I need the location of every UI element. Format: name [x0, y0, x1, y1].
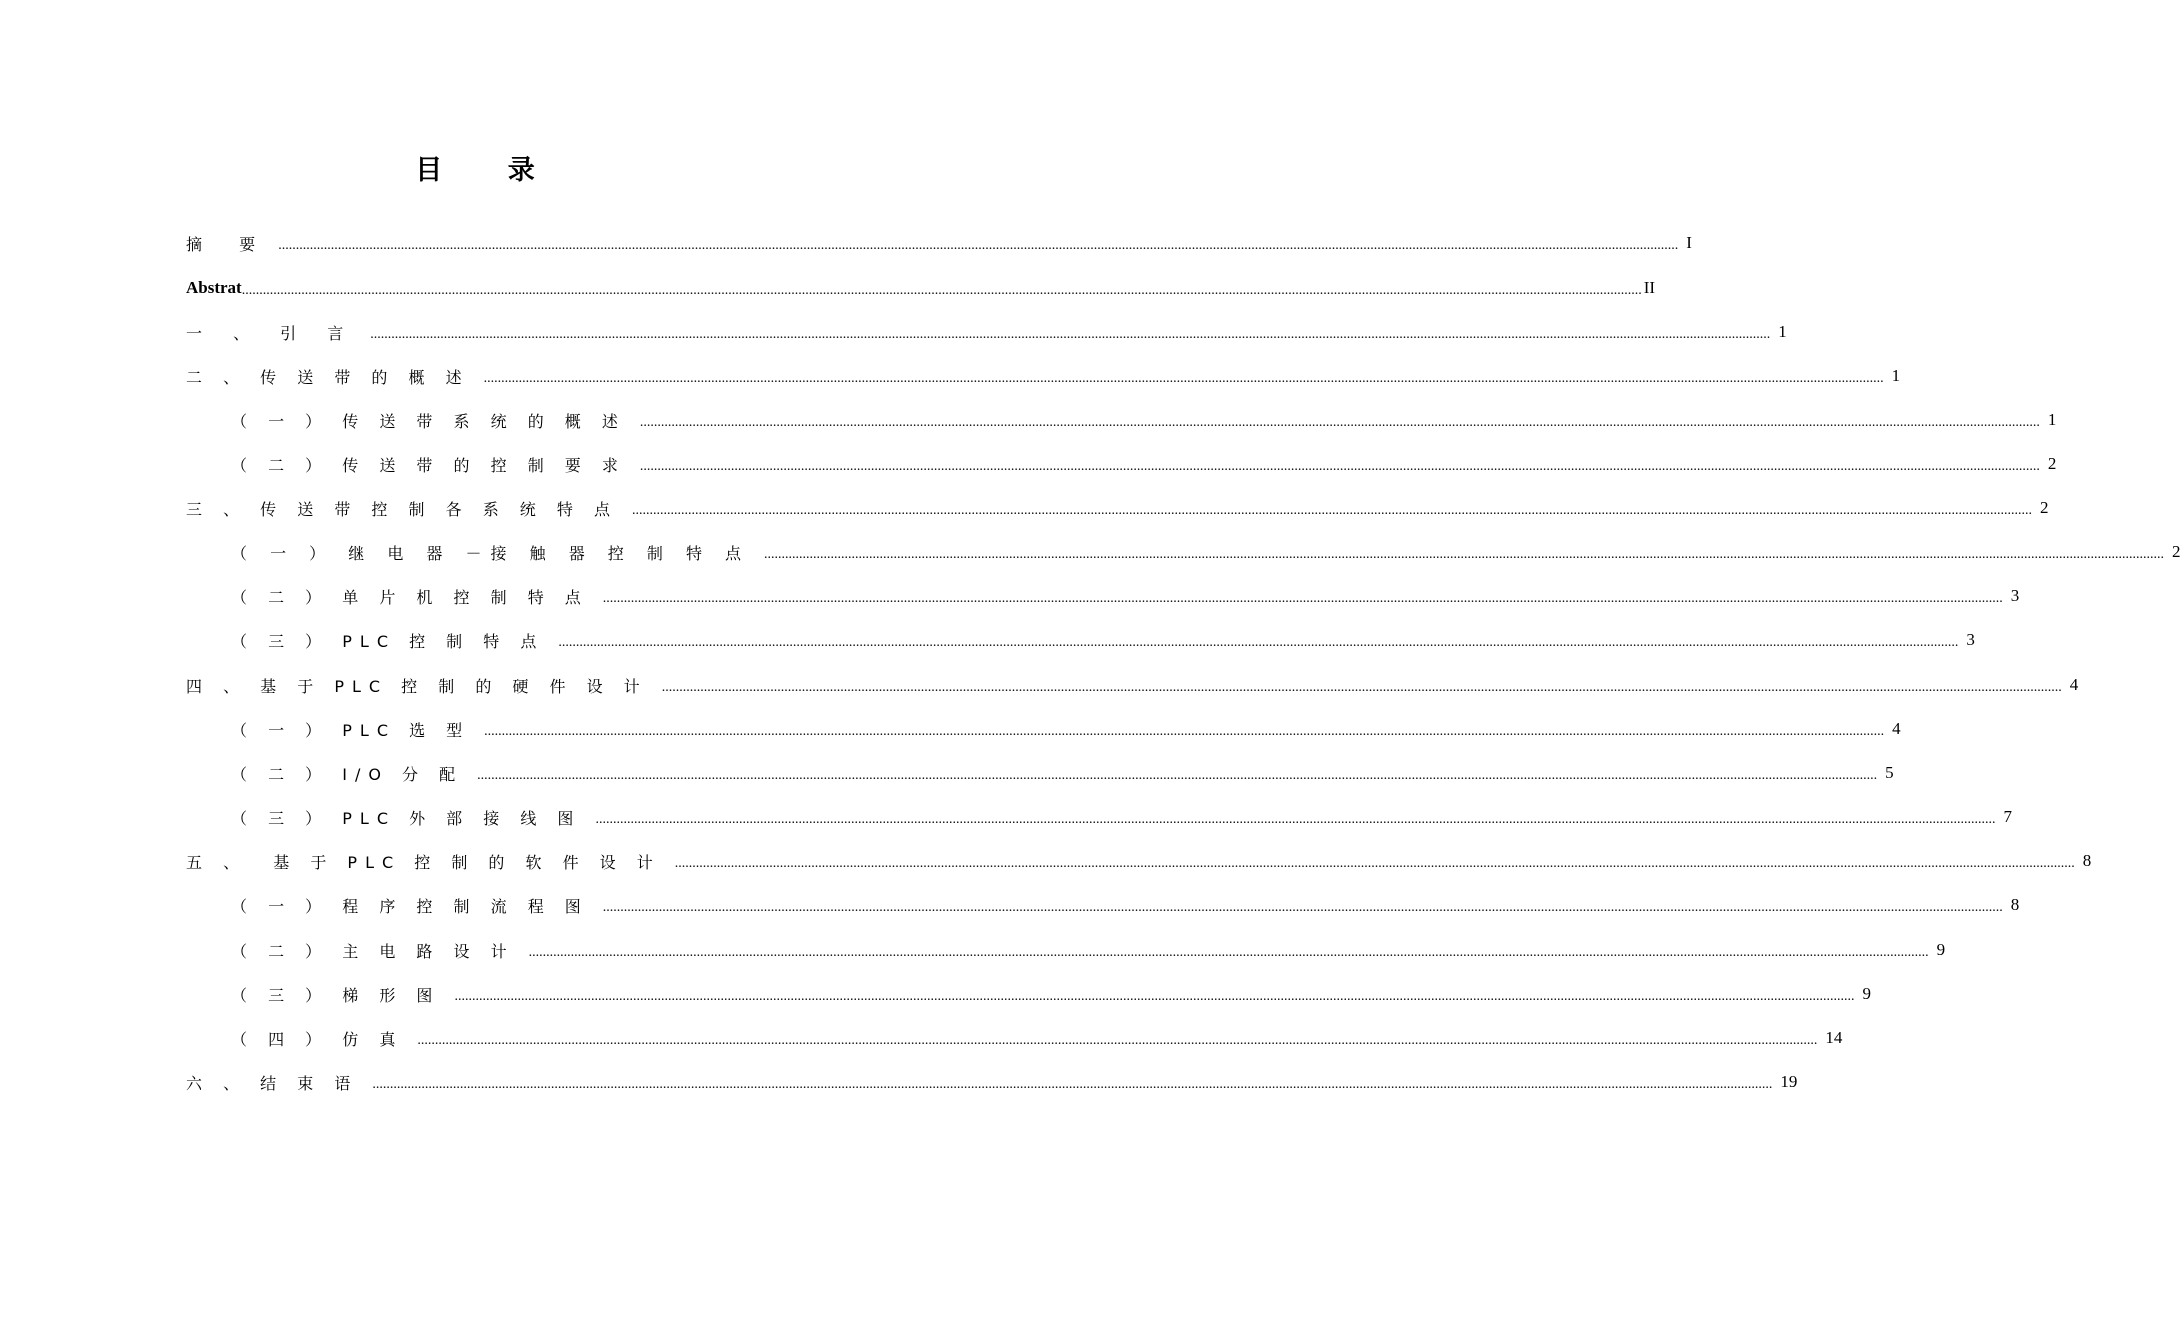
toc-entry-label: （ 一 ） 程 序 控 制 流 程 图 [231, 896, 589, 916]
toc-entry-label: （ 三 ） PLC 控 制 特 点 [231, 631, 545, 651]
toc-page-number: 4 [2069, 675, 2079, 694]
toc-entry[interactable] [186, 230, 1692, 256]
toc-dot-leader: ................................................................................................................................................................................................................................................................................................................................................................................................................ [528, 945, 1929, 960]
toc-page-number: 2 [2047, 454, 2057, 473]
toc-entry[interactable] [231, 804, 2012, 830]
toc-entry[interactable] [186, 1069, 1798, 1095]
toc-entry-label: （ 二 ） 单 片 机 控 制 特 点 [231, 587, 589, 607]
toc-dot-leader: ................................................................................................................................................................................................................................................................................................................................................................................................................ [631, 503, 2032, 518]
toc-page-number: II [1643, 278, 1656, 297]
toc-entry[interactable] [186, 319, 1787, 345]
toc-dot-leader: ................................................................................................................................................................................................................................................................................................................................................................................................................ [602, 591, 2003, 606]
toc-page-number: 2 [2039, 498, 2049, 517]
toc-dot-leader: ................................................................................................................................................................................................................................................................................................................................................................................................................ [372, 1077, 1773, 1092]
toc-entry-label: （ 三 ） PLC 外 部 接 线 图 [231, 808, 582, 828]
toc-page-number: 8 [2082, 851, 2092, 870]
toc-page-number: 14 [1825, 1028, 1843, 1047]
toc-page-number: 1 [1778, 322, 1787, 341]
toc-entry[interactable] [186, 363, 1901, 389]
toc-title: 目 录 [415, 155, 563, 186]
toc-dot-leader: ................................................................................................................................................................................................................................................................................................................................................................................................................ [484, 724, 1885, 739]
toc-entry-label: （ 一 ） 继 电 器 －接 触 器 控 制 特 点 [231, 543, 751, 563]
toc-page-number: 3 [1966, 630, 1975, 649]
toc-entry[interactable] [231, 451, 2057, 477]
toc-page-number: 2 [2172, 542, 2181, 561]
toc-entry[interactable] [231, 407, 2057, 433]
toc-page-number: 9 [1862, 984, 1871, 1003]
toc-page-number: 9 [1936, 940, 1946, 959]
toc-dot-leader: ................................................................................................................................................................................................................................................................................................................................................................................................................ [674, 856, 2075, 871]
toc-entry-label: 三 、 传 送 带 控 制 各 系 统 特 点 [186, 499, 618, 519]
toc-page-number: 1 [2047, 410, 2057, 429]
toc-entry[interactable] [231, 981, 1871, 1007]
toc-dot-leader: ................................................................................................................................................................................................................................................................................................................................................................................................................ [639, 459, 2040, 474]
toc-entry[interactable] [186, 275, 1656, 301]
toc-entry-label: 六 、 结 束 语 [186, 1073, 359, 1093]
toc-entry-label: （ 一 ） PLC 选 型 [231, 720, 471, 740]
toc-dot-leader: ................................................................................................................................................................................................................................................................................................................................................................................................................ [241, 283, 1642, 298]
toc-dot-leader: ................................................................................................................................................................................................................................................................................................................................................................................................................ [661, 680, 2062, 695]
toc-entry[interactable] [186, 495, 2049, 521]
toc-entry-label: 摘 要 [186, 234, 265, 254]
toc-dot-leader: ................................................................................................................................................................................................................................................................................................................................................................................................................ [370, 327, 1771, 342]
toc-entry-label: （ 三 ） 梯 形 图 [231, 985, 441, 1005]
toc-entry-label: 一 、 引 言 [186, 323, 357, 343]
toc-page-number: 19 [1780, 1072, 1798, 1091]
toc-entry-label: （ 二 ） I/O 分 配 [231, 764, 464, 784]
toc-entry[interactable] [231, 892, 2020, 918]
toc-entry-label: （ 四 ） 仿 真 [231, 1029, 404, 1049]
toc-entry-label: （ 二 ） 主 电 路 设 计 [231, 941, 515, 961]
toc-page-number: 4 [1892, 719, 1901, 738]
toc-dot-leader: ................................................................................................................................................................................................................................................................................................................................................................................................................ [483, 371, 1884, 386]
toc-entry-label: 五 、 基 于 PLC 控 制 的 软 件 设 计 [186, 852, 661, 872]
toc-entry[interactable] [231, 937, 1946, 963]
toc-dot-leader: ................................................................................................................................................................................................................................................................................................................................................................................................................ [595, 812, 1996, 827]
toc-dot-leader: ................................................................................................................................................................................................................................................................................................................................................................................................................ [278, 238, 1679, 253]
toc-entry[interactable] [231, 1025, 1843, 1051]
toc-entry[interactable] [231, 539, 2181, 565]
toc-entry-label: （ 一 ） 传 送 带 系 统 的 概 述 [231, 411, 626, 431]
toc-page-number: 8 [2010, 895, 2020, 914]
toc-dot-leader: ................................................................................................................................................................................................................................................................................................................................................................................................................ [639, 415, 2040, 430]
toc-entry[interactable] [186, 672, 2079, 698]
toc-entry[interactable] [231, 627, 1975, 653]
toc-dot-leader: ................................................................................................................................................................................................................................................................................................................................................................................................................ [764, 547, 2165, 562]
toc-entry[interactable] [231, 716, 1901, 742]
toc-entry-label: 四 、 基 于 PLC 控 制 的 硬 件 设 计 [186, 676, 648, 696]
toc-dot-leader: ................................................................................................................................................................................................................................................................................................................................................................................................................ [558, 635, 1959, 650]
toc-page-number: 5 [1885, 763, 1894, 782]
toc-entry-label: （ 二 ） 传 送 带 的 控 制 要 求 [231, 455, 626, 475]
toc-entry[interactable] [231, 583, 2020, 609]
toc-entry-label: 二 、 传 送 带 的 概 述 [186, 367, 470, 387]
toc-page-number: 1 [1891, 366, 1901, 385]
toc-page-number: 7 [2003, 807, 2012, 826]
toc-entry-label: Abstrat [186, 278, 242, 297]
toc-entry[interactable] [231, 760, 1894, 786]
toc-dot-leader: ................................................................................................................................................................................................................................................................................................................................................................................................................ [454, 989, 1855, 1004]
toc-page-number: 3 [2010, 586, 2020, 605]
toc-dot-leader: ................................................................................................................................................................................................................................................................................................................................................................................................................ [417, 1033, 1818, 1048]
toc-entry[interactable] [186, 848, 2092, 874]
toc-dot-leader: ................................................................................................................................................................................................................................................................................................................................................................................................................ [477, 768, 1878, 783]
toc-dot-leader: ................................................................................................................................................................................................................................................................................................................................................................................................................ [602, 900, 2003, 915]
toc-page-number: I [1686, 233, 1692, 252]
